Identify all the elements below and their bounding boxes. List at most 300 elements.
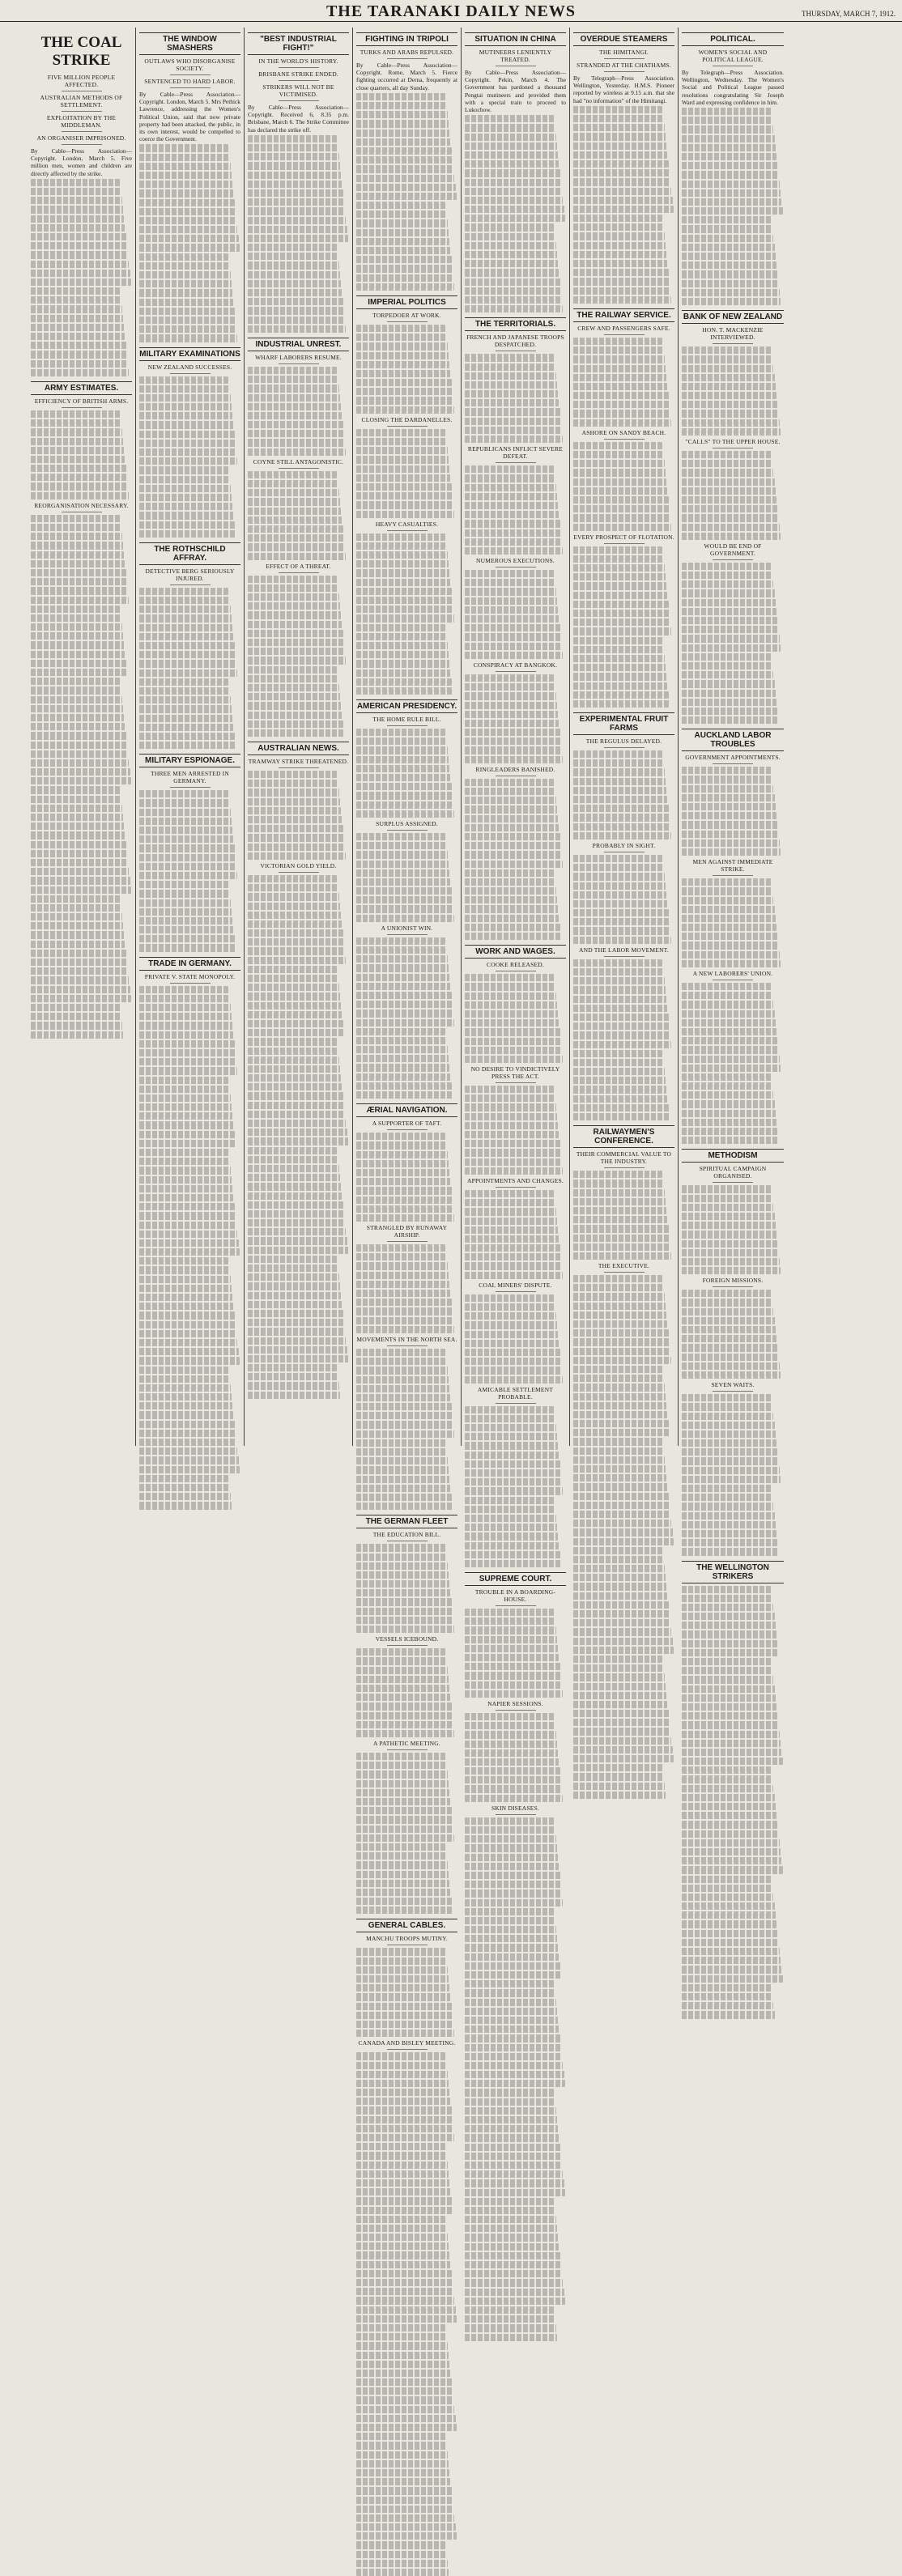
text-line bbox=[465, 974, 554, 981]
text-line bbox=[248, 412, 342, 419]
text-line bbox=[465, 1367, 562, 1374]
text-line bbox=[356, 2188, 450, 2196]
text-line bbox=[573, 1284, 663, 1291]
text-line bbox=[465, 711, 558, 718]
text-line bbox=[465, 1331, 558, 1338]
text-line bbox=[139, 926, 233, 933]
text-line bbox=[465, 1358, 561, 1365]
text-line bbox=[248, 576, 337, 583]
text-line bbox=[682, 1128, 777, 1135]
text-line bbox=[31, 197, 122, 204]
text-line bbox=[465, 1469, 561, 1477]
sub-headline: APPOINTMENTS AND CHANGES. bbox=[467, 1176, 564, 1184]
divider-rule bbox=[387, 1345, 428, 1346]
section-headline: MILITARY ESPIONAGE. bbox=[139, 754, 240, 767]
text-line bbox=[465, 269, 559, 276]
text-line bbox=[465, 2071, 564, 2078]
text-line bbox=[356, 283, 454, 291]
text-line bbox=[573, 269, 669, 276]
text-line bbox=[248, 1048, 338, 1055]
text-line bbox=[573, 451, 663, 458]
section-headline: SUPREME COURT. bbox=[465, 1572, 566, 1586]
text-line bbox=[31, 428, 122, 436]
text-line bbox=[248, 471, 337, 478]
text-line bbox=[356, 2442, 446, 2449]
text-line bbox=[356, 660, 449, 667]
section-headline: ARMY ESTIMATES. bbox=[31, 381, 132, 395]
text-line bbox=[573, 251, 666, 258]
text-line bbox=[465, 151, 558, 159]
text-line bbox=[139, 1095, 231, 1102]
text-line bbox=[465, 624, 560, 631]
divider-rule bbox=[279, 100, 319, 101]
text-line bbox=[573, 1764, 662, 1771]
text-line bbox=[465, 1989, 555, 1996]
sub-headline: PRIVATE V. STATE MONOPOLY. bbox=[144, 972, 236, 980]
text-line bbox=[139, 1194, 233, 1201]
text-line bbox=[573, 1357, 671, 1364]
text-line bbox=[682, 171, 779, 178]
text-line bbox=[31, 895, 120, 903]
text-line bbox=[573, 478, 666, 486]
text-line bbox=[465, 1226, 558, 1234]
text-line bbox=[356, 193, 457, 200]
text-line bbox=[356, 2242, 449, 2250]
sub-headline: A SUPPORTER OF TAFT. bbox=[372, 1120, 442, 1128]
text-line bbox=[573, 278, 670, 285]
text-line bbox=[31, 669, 127, 676]
text-line bbox=[356, 2080, 449, 2087]
text-line bbox=[682, 235, 773, 242]
text-line bbox=[682, 1028, 776, 1035]
text-line bbox=[31, 270, 130, 277]
text-line bbox=[31, 995, 131, 1002]
text-line bbox=[682, 401, 777, 408]
text-line bbox=[682, 878, 772, 886]
text-line bbox=[682, 1920, 776, 1928]
text-line bbox=[682, 1658, 772, 1665]
text-line bbox=[248, 1092, 343, 1099]
text-line bbox=[356, 1073, 450, 1081]
text-line bbox=[356, 2071, 448, 2078]
text-line bbox=[682, 924, 776, 931]
text-line bbox=[465, 2298, 565, 2305]
section-headline: METHODISM bbox=[682, 1149, 784, 1163]
text-line bbox=[465, 1971, 561, 1979]
text-line bbox=[356, 1197, 453, 1204]
text-line bbox=[682, 848, 781, 856]
text-line bbox=[356, 1685, 449, 1692]
text-line bbox=[248, 966, 337, 973]
text-line bbox=[573, 1619, 670, 1626]
text-line bbox=[465, 1103, 556, 1111]
text-line bbox=[31, 904, 121, 912]
text-line bbox=[139, 670, 237, 677]
text-line bbox=[573, 937, 671, 944]
text-line bbox=[465, 842, 561, 849]
text-line bbox=[465, 1935, 557, 1942]
text-line bbox=[682, 1249, 779, 1256]
text-line bbox=[356, 1753, 445, 1760]
text-line bbox=[465, 1001, 557, 1009]
text-line bbox=[573, 487, 667, 495]
text-line bbox=[356, 2532, 457, 2540]
text-line bbox=[573, 1180, 663, 1187]
text-line bbox=[465, 1785, 562, 1792]
text-line bbox=[248, 1219, 345, 1226]
text-line bbox=[139, 217, 236, 224]
text-line bbox=[465, 1532, 558, 1540]
text-line bbox=[682, 189, 781, 197]
sub-headline: FRENCH AND JAPANESE TROOPS DESPATCHED. bbox=[466, 334, 564, 349]
text-line bbox=[356, 1898, 452, 1905]
text-line bbox=[682, 1866, 783, 1873]
text-line bbox=[682, 635, 780, 642]
sub-headline: MOVEMENTS IN THE NORTH SEA. bbox=[356, 1335, 457, 1343]
text-line bbox=[573, 1783, 665, 1790]
text-line bbox=[573, 1338, 670, 1345]
text-line bbox=[573, 1628, 671, 1635]
text-line bbox=[465, 2306, 554, 2314]
section-headline: EXPERIMENTAL FRUIT FARMS bbox=[573, 712, 674, 735]
text-line bbox=[682, 1857, 781, 1864]
divider-rule bbox=[387, 725, 428, 726]
text-line bbox=[248, 226, 347, 233]
text-line bbox=[31, 868, 129, 875]
text-line bbox=[465, 1722, 555, 1729]
text-line bbox=[682, 355, 772, 363]
text-line bbox=[465, 869, 554, 877]
text-line bbox=[573, 1402, 666, 1409]
text-line bbox=[31, 482, 128, 490]
text-line bbox=[465, 2062, 563, 2069]
text-line bbox=[356, 551, 448, 559]
text-line bbox=[31, 723, 125, 730]
text-line bbox=[31, 188, 121, 195]
sub-headline: ASHORE ON SANDY BEACH. bbox=[581, 428, 666, 436]
text-line bbox=[248, 1301, 342, 1308]
text-line bbox=[139, 908, 232, 916]
text-line bbox=[356, 2361, 449, 2368]
text-line bbox=[31, 333, 125, 340]
text-line bbox=[356, 1448, 446, 1456]
text-line bbox=[573, 691, 669, 699]
text-line bbox=[682, 1613, 775, 1620]
text-line bbox=[682, 1876, 772, 1883]
text-line bbox=[682, 1326, 776, 1333]
text-line bbox=[573, 968, 663, 976]
text-line bbox=[465, 1560, 561, 1567]
text-line bbox=[465, 683, 555, 691]
text-line bbox=[465, 652, 563, 659]
text-line bbox=[31, 850, 127, 857]
text-line bbox=[573, 1647, 674, 1654]
text-line bbox=[573, 1583, 666, 1590]
text-line bbox=[356, 1485, 450, 1492]
text-line bbox=[356, 765, 449, 772]
text-line bbox=[465, 1663, 560, 1670]
text-line bbox=[356, 2261, 450, 2268]
text-line bbox=[248, 1174, 340, 1181]
text-line bbox=[465, 2026, 559, 2033]
text-line bbox=[682, 1993, 772, 2000]
text-line bbox=[139, 521, 235, 529]
divider-rule bbox=[62, 144, 102, 145]
text-line bbox=[248, 172, 341, 179]
sub-headline: EVERY PROSPECT OF FLOTATION. bbox=[573, 533, 674, 541]
text-line bbox=[465, 720, 559, 727]
text-line bbox=[248, 1273, 339, 1281]
text-line bbox=[31, 305, 122, 312]
text-line bbox=[465, 2334, 557, 2341]
text-line bbox=[31, 492, 129, 499]
text-line bbox=[356, 869, 449, 877]
text-line bbox=[682, 942, 779, 949]
text-line bbox=[248, 957, 346, 964]
sub-headline: STRANDED AT THE CHATHAMS. bbox=[577, 62, 671, 69]
text-line bbox=[356, 352, 449, 359]
text-line bbox=[682, 1037, 777, 1044]
text-line bbox=[139, 1402, 232, 1409]
text-line bbox=[356, 861, 449, 868]
text-line bbox=[356, 1889, 450, 1896]
text-line bbox=[465, 134, 556, 141]
text-line bbox=[248, 207, 345, 215]
text-line bbox=[248, 480, 338, 487]
text-line bbox=[139, 1239, 239, 1247]
text-line bbox=[356, 2297, 454, 2304]
text-line bbox=[356, 1307, 453, 1315]
text-line bbox=[248, 702, 341, 709]
text-line bbox=[31, 959, 127, 966]
text-line bbox=[248, 498, 340, 505]
divider-rule bbox=[604, 956, 645, 957]
text-line bbox=[139, 253, 228, 261]
text-line bbox=[465, 1244, 560, 1252]
text-line bbox=[356, 397, 453, 404]
text-line bbox=[573, 882, 666, 890]
text-line bbox=[682, 812, 776, 819]
divider-rule bbox=[496, 1605, 536, 1606]
text-line bbox=[356, 915, 454, 922]
text-line bbox=[248, 666, 337, 674]
text-line bbox=[139, 403, 232, 410]
text-line bbox=[465, 738, 561, 745]
text-line bbox=[682, 1775, 772, 1783]
text-line bbox=[356, 492, 453, 499]
text-line bbox=[356, 1966, 448, 1974]
text-line bbox=[573, 1792, 666, 1799]
text-line bbox=[682, 1622, 776, 1629]
text-line bbox=[573, 287, 670, 295]
text-line bbox=[31, 823, 124, 830]
text-line bbox=[139, 1004, 231, 1011]
text-line bbox=[682, 346, 772, 354]
text-line bbox=[465, 197, 563, 204]
text-line bbox=[139, 844, 235, 852]
text-line bbox=[573, 1719, 670, 1726]
text-line bbox=[573, 1311, 666, 1319]
text-line bbox=[682, 374, 775, 381]
text-line bbox=[248, 1247, 348, 1254]
text-line bbox=[682, 1966, 781, 1973]
text-line bbox=[573, 1068, 665, 1075]
text-line bbox=[31, 242, 127, 249]
text-line bbox=[248, 903, 340, 910]
text-line bbox=[465, 643, 562, 650]
text-line bbox=[356, 1064, 449, 1071]
text-line bbox=[31, 986, 130, 993]
text-line bbox=[139, 863, 236, 870]
text-line bbox=[356, 1262, 448, 1269]
text-line bbox=[573, 592, 667, 599]
text-line bbox=[139, 431, 235, 438]
text-line bbox=[248, 929, 343, 937]
text-line bbox=[139, 1158, 229, 1165]
text-line bbox=[31, 1013, 121, 1020]
text-line bbox=[139, 503, 232, 510]
column-headline: THE WINDOW SMASHERS bbox=[139, 32, 240, 55]
section-headline: THE TERRITORIALS. bbox=[465, 317, 566, 331]
divider-rule bbox=[170, 87, 211, 88]
text-line bbox=[139, 809, 231, 816]
text-line bbox=[682, 821, 777, 828]
text-line bbox=[248, 712, 342, 719]
text-line bbox=[356, 1367, 448, 1374]
column-headline: SITUATION IN CHINA bbox=[465, 32, 566, 46]
sub-headline: "CALLS" TO THE UPPER HOUSE. bbox=[685, 438, 781, 446]
text-line bbox=[248, 621, 342, 628]
text-line bbox=[31, 967, 128, 975]
column-headline: "BEST INDUSTRIAL FIGHT!" bbox=[248, 32, 349, 55]
text-line bbox=[139, 412, 232, 419]
text-line bbox=[573, 959, 662, 967]
text-line bbox=[465, 983, 555, 990]
text-line bbox=[573, 778, 666, 785]
text-line bbox=[139, 1086, 229, 1093]
sub-headline: EXPLOITATION BY THE MIDDLEMAN. bbox=[46, 114, 117, 129]
text-line bbox=[356, 2324, 445, 2332]
text-line bbox=[248, 1292, 341, 1299]
text-line bbox=[356, 1476, 449, 1483]
text-line bbox=[139, 271, 231, 278]
text-line bbox=[573, 1252, 671, 1260]
divider-rule bbox=[279, 767, 319, 768]
text-line bbox=[682, 776, 772, 783]
sub-headline: SEVEN WAITS. bbox=[711, 1381, 755, 1389]
divider-rule bbox=[387, 58, 428, 59]
text-line bbox=[139, 1112, 232, 1120]
text-line bbox=[573, 401, 670, 408]
text-line bbox=[356, 370, 450, 377]
text-line bbox=[248, 553, 346, 560]
text-line bbox=[356, 2306, 456, 2314]
article-body: By Telegraph—Press Association. Wellington, Wednesday. The Women's Social and Political League passed resolutions congratulating Sir Joseph Ward and expressing confidence in him. bbox=[682, 69, 784, 106]
text-line bbox=[682, 1848, 781, 1855]
text-line bbox=[139, 614, 232, 622]
sub-headline: EFFECT OF A THREAT. bbox=[266, 562, 331, 570]
text-line bbox=[573, 524, 671, 531]
text-line bbox=[682, 617, 777, 624]
sub-headline: COAL MINERS' DISPUTE. bbox=[479, 1281, 552, 1289]
text-line bbox=[248, 1392, 340, 1399]
text-line bbox=[682, 960, 781, 967]
sub-headline: FOREIGN MISSIONS. bbox=[702, 1277, 764, 1285]
divider-rule bbox=[387, 426, 428, 427]
text-line bbox=[573, 1320, 667, 1328]
text-line bbox=[682, 1267, 781, 1274]
text-line bbox=[356, 756, 449, 763]
text-line bbox=[682, 983, 772, 990]
text-line bbox=[248, 1083, 342, 1090]
text-line bbox=[139, 1022, 232, 1029]
text-line bbox=[139, 1367, 228, 1374]
text-line bbox=[573, 1059, 663, 1066]
text-line bbox=[139, 854, 236, 861]
text-line bbox=[682, 451, 772, 458]
text-line bbox=[465, 2225, 557, 2232]
text-line bbox=[248, 289, 342, 296]
text-line bbox=[682, 1984, 772, 1992]
text-line bbox=[465, 1817, 554, 1825]
text-line bbox=[356, 1984, 449, 1992]
text-line bbox=[465, 1749, 558, 1757]
text-line bbox=[465, 674, 554, 682]
text-line bbox=[356, 1608, 453, 1615]
text-line bbox=[356, 624, 445, 631]
sub-headline: MANCHU TROOPS MUTINY. bbox=[366, 1935, 448, 1943]
text-line bbox=[31, 569, 126, 576]
text-line bbox=[356, 1169, 449, 1176]
section-headline: MILITARY EXAMINATIONS bbox=[139, 347, 240, 361]
text-line bbox=[465, 702, 557, 709]
text-line bbox=[465, 2053, 562, 2060]
text-line bbox=[356, 1648, 445, 1656]
text-line bbox=[356, 1880, 449, 1887]
text-line bbox=[465, 1272, 563, 1279]
text-line bbox=[465, 2279, 563, 2286]
text-line bbox=[573, 1664, 663, 1672]
text-line bbox=[465, 788, 555, 795]
text-line bbox=[248, 235, 348, 242]
text-line bbox=[682, 1821, 777, 1828]
text-line bbox=[139, 678, 228, 686]
text-line bbox=[356, 1571, 449, 1579]
text-line bbox=[573, 1225, 669, 1232]
text-line bbox=[139, 742, 236, 749]
text-line bbox=[573, 1050, 662, 1057]
text-line bbox=[465, 169, 560, 176]
text-line bbox=[573, 673, 666, 680]
text-line bbox=[465, 1713, 554, 1720]
text-line bbox=[573, 197, 673, 204]
text-line bbox=[465, 1899, 563, 1906]
text-line bbox=[465, 354, 554, 361]
text-line bbox=[465, 1442, 558, 1449]
text-line bbox=[356, 1376, 449, 1384]
text-line bbox=[139, 1222, 236, 1229]
text-line bbox=[248, 244, 337, 251]
text-line bbox=[682, 514, 779, 521]
text-line bbox=[248, 729, 344, 737]
text-line bbox=[682, 1394, 772, 1401]
divider-rule bbox=[62, 111, 102, 112]
text-line bbox=[465, 1433, 557, 1440]
text-line bbox=[356, 474, 450, 482]
text-line bbox=[573, 1474, 666, 1481]
sub-headline: GOVERNMENT APPOINTMENTS. bbox=[685, 754, 781, 762]
text-line bbox=[248, 1020, 343, 1027]
